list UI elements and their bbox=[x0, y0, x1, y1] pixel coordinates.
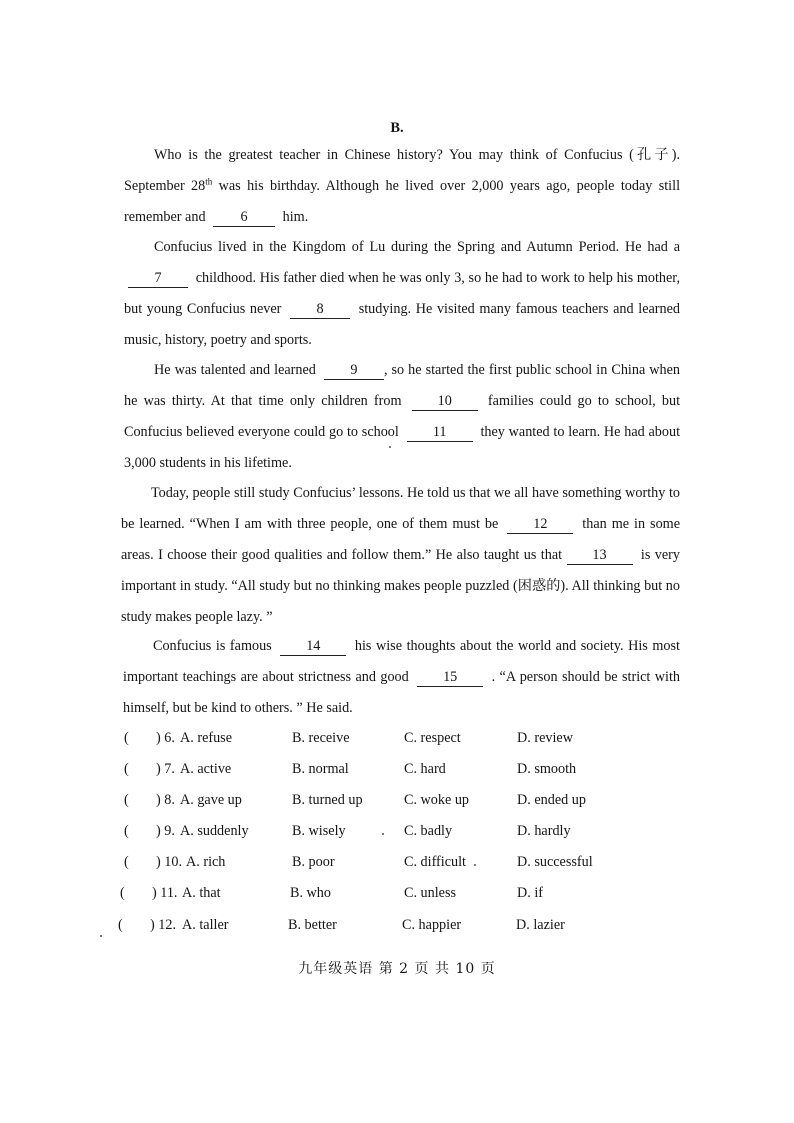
answer-blank-15[interactable]: 15 bbox=[417, 668, 483, 687]
option-a[interactable]: A. rich bbox=[186, 854, 226, 870]
answer-blank-14[interactable]: 14 bbox=[280, 637, 346, 656]
option-d[interactable]: D. successful bbox=[517, 854, 593, 870]
question-number: ) 11. bbox=[152, 885, 178, 901]
passage-paragraph-5 bbox=[123, 631, 680, 724]
option-b[interactable]: B. poor bbox=[292, 854, 335, 870]
option-d[interactable]: D. ended up bbox=[517, 792, 586, 808]
question-number: ) 9. bbox=[156, 823, 175, 839]
answer-paren[interactable]: ( bbox=[124, 854, 129, 870]
paragraph-text: Confucius lived in the Kingdom of Lu during the Spring and Autumn Period. He had a bbox=[154, 239, 680, 255]
question-row-6 bbox=[124, 726, 684, 750]
answer-blank-11[interactable]: 11 bbox=[407, 423, 473, 442]
option-d[interactable]: D. review bbox=[517, 730, 573, 746]
question-row-8 bbox=[124, 788, 684, 812]
option-c[interactable]: C. woke up bbox=[404, 792, 470, 808]
section-title: B. bbox=[390, 120, 404, 136]
question-number: ) 7. bbox=[156, 761, 175, 777]
ordinal-suffix: th bbox=[205, 176, 213, 187]
option-c[interactable]: C. badly bbox=[404, 823, 453, 839]
answer-paren[interactable]: ( bbox=[120, 885, 125, 901]
answer-blank-9[interactable]: 9 bbox=[324, 361, 384, 380]
question-number: ) 12. bbox=[150, 917, 177, 933]
option-d[interactable]: D. smooth bbox=[517, 761, 577, 777]
page-footer: 九年级英语 第 2 页 共 10 页 bbox=[298, 961, 496, 977]
passage-paragraph-2 bbox=[124, 232, 680, 356]
answer-paren[interactable]: ( bbox=[124, 730, 129, 746]
paragraph-text: than me in some areas. I choose their good qualities and follow them.” He also taught us that bbox=[121, 516, 680, 563]
option-c[interactable]: C. hard bbox=[404, 761, 446, 777]
passage-paragraph-1 bbox=[124, 140, 680, 233]
option-a[interactable]: A. active bbox=[180, 761, 232, 777]
option-a[interactable]: A. refuse bbox=[180, 730, 232, 746]
answer-paren[interactable]: ( bbox=[124, 792, 129, 808]
option-b[interactable]: B. who bbox=[290, 885, 331, 901]
option-a[interactable]: A. suddenly bbox=[180, 823, 249, 839]
paragraph-text: He was talented and learned bbox=[154, 362, 316, 378]
answer-blank-13[interactable]: 13 bbox=[567, 546, 633, 565]
option-d[interactable]: D. if bbox=[517, 885, 544, 901]
answer-paren[interactable]: ( bbox=[124, 761, 129, 777]
passage-paragraph-4 bbox=[121, 478, 680, 633]
question-number: ) 8. bbox=[156, 792, 175, 808]
question-row-9 bbox=[124, 819, 684, 843]
paragraph-text: they wanted to learn. He had about 3,000 students in his lifetime. bbox=[124, 424, 681, 471]
paragraph-text: families could go to school, but Confucius believed everyone could go to school bbox=[124, 393, 681, 440]
paragraph-text: , so he started the first public school in China when he was thirty. At that time only children from bbox=[124, 362, 681, 409]
scan-speck bbox=[474, 864, 476, 866]
paragraph-text: studying. He visited many famous teachers and learned music, history, poetry and sports. bbox=[124, 301, 681, 348]
paragraph-text: Who is the greatest teacher in Chinese history? You may think of Confucius (孔子). September 28 bbox=[124, 147, 680, 194]
question-row-12 bbox=[118, 913, 678, 937]
option-c[interactable]: C. unless bbox=[404, 885, 457, 901]
answer-blank-8[interactable]: 8 bbox=[290, 300, 350, 319]
question-number: ) 6. bbox=[156, 730, 175, 746]
option-d[interactable]: D. hardly bbox=[517, 823, 571, 839]
option-d[interactable]: D. lazier bbox=[516, 917, 565, 933]
answer-blank-6[interactable]: 6 bbox=[213, 208, 275, 227]
option-b[interactable]: B. normal bbox=[292, 761, 349, 777]
paragraph-text: . “A person should be strict with himself, but be kind to others. ” He said. bbox=[123, 669, 681, 716]
option-b[interactable]: B. better bbox=[288, 917, 337, 933]
option-a[interactable]: A. taller bbox=[182, 917, 229, 933]
paragraph-text: Confucius is famous bbox=[153, 638, 272, 654]
option-b[interactable]: B. wisely bbox=[292, 823, 346, 839]
scan-speck bbox=[382, 833, 384, 835]
option-b[interactable]: B. turned up bbox=[292, 792, 363, 808]
question-number: ) 10. bbox=[156, 854, 183, 870]
answer-blank-7[interactable]: 7 bbox=[128, 269, 188, 288]
option-c[interactable]: C. respect bbox=[404, 730, 461, 746]
question-row-10 bbox=[124, 850, 684, 874]
scan-speck bbox=[389, 446, 391, 448]
answer-blank-10[interactable]: 10 bbox=[412, 392, 478, 411]
option-a[interactable]: A. that bbox=[182, 885, 221, 901]
question-row-11 bbox=[120, 881, 680, 905]
paragraph-text: is very important in study. “All study but no thinking makes people puzzled (困惑的). All thinking but no study makes people lazy. ” bbox=[121, 547, 681, 625]
paragraph-text: him. bbox=[282, 209, 309, 225]
option-a[interactable]: A. gave up bbox=[180, 792, 242, 808]
option-c[interactable]: C. difficult bbox=[404, 854, 467, 870]
passage-paragraph-3 bbox=[124, 355, 680, 479]
paragraph-text: Today, people still study Confucius’ lessons. He told us that we all have something worthy to be learned. “When I am with three people, one of them must be bbox=[121, 485, 680, 532]
paragraph-text: his wise thoughts about the world and society. His most important teachings are about strictness and good bbox=[123, 638, 680, 685]
question-row-7 bbox=[124, 757, 684, 781]
option-b[interactable]: B. receive bbox=[292, 730, 350, 746]
answer-blank-12[interactable]: 12 bbox=[507, 515, 573, 534]
paragraph-text: childhood. His father died when he was only 3, so he had to work to help his mother, but young Confucius never bbox=[124, 270, 681, 317]
paragraph-text: was his birthday. Although he lived over 2,000 years ago, people today still remember and bbox=[124, 178, 681, 225]
answer-paren[interactable]: ( bbox=[118, 917, 123, 933]
answer-paren[interactable]: ( bbox=[124, 823, 129, 839]
scan-speck bbox=[100, 935, 102, 937]
option-c[interactable]: C. happier bbox=[402, 917, 462, 933]
